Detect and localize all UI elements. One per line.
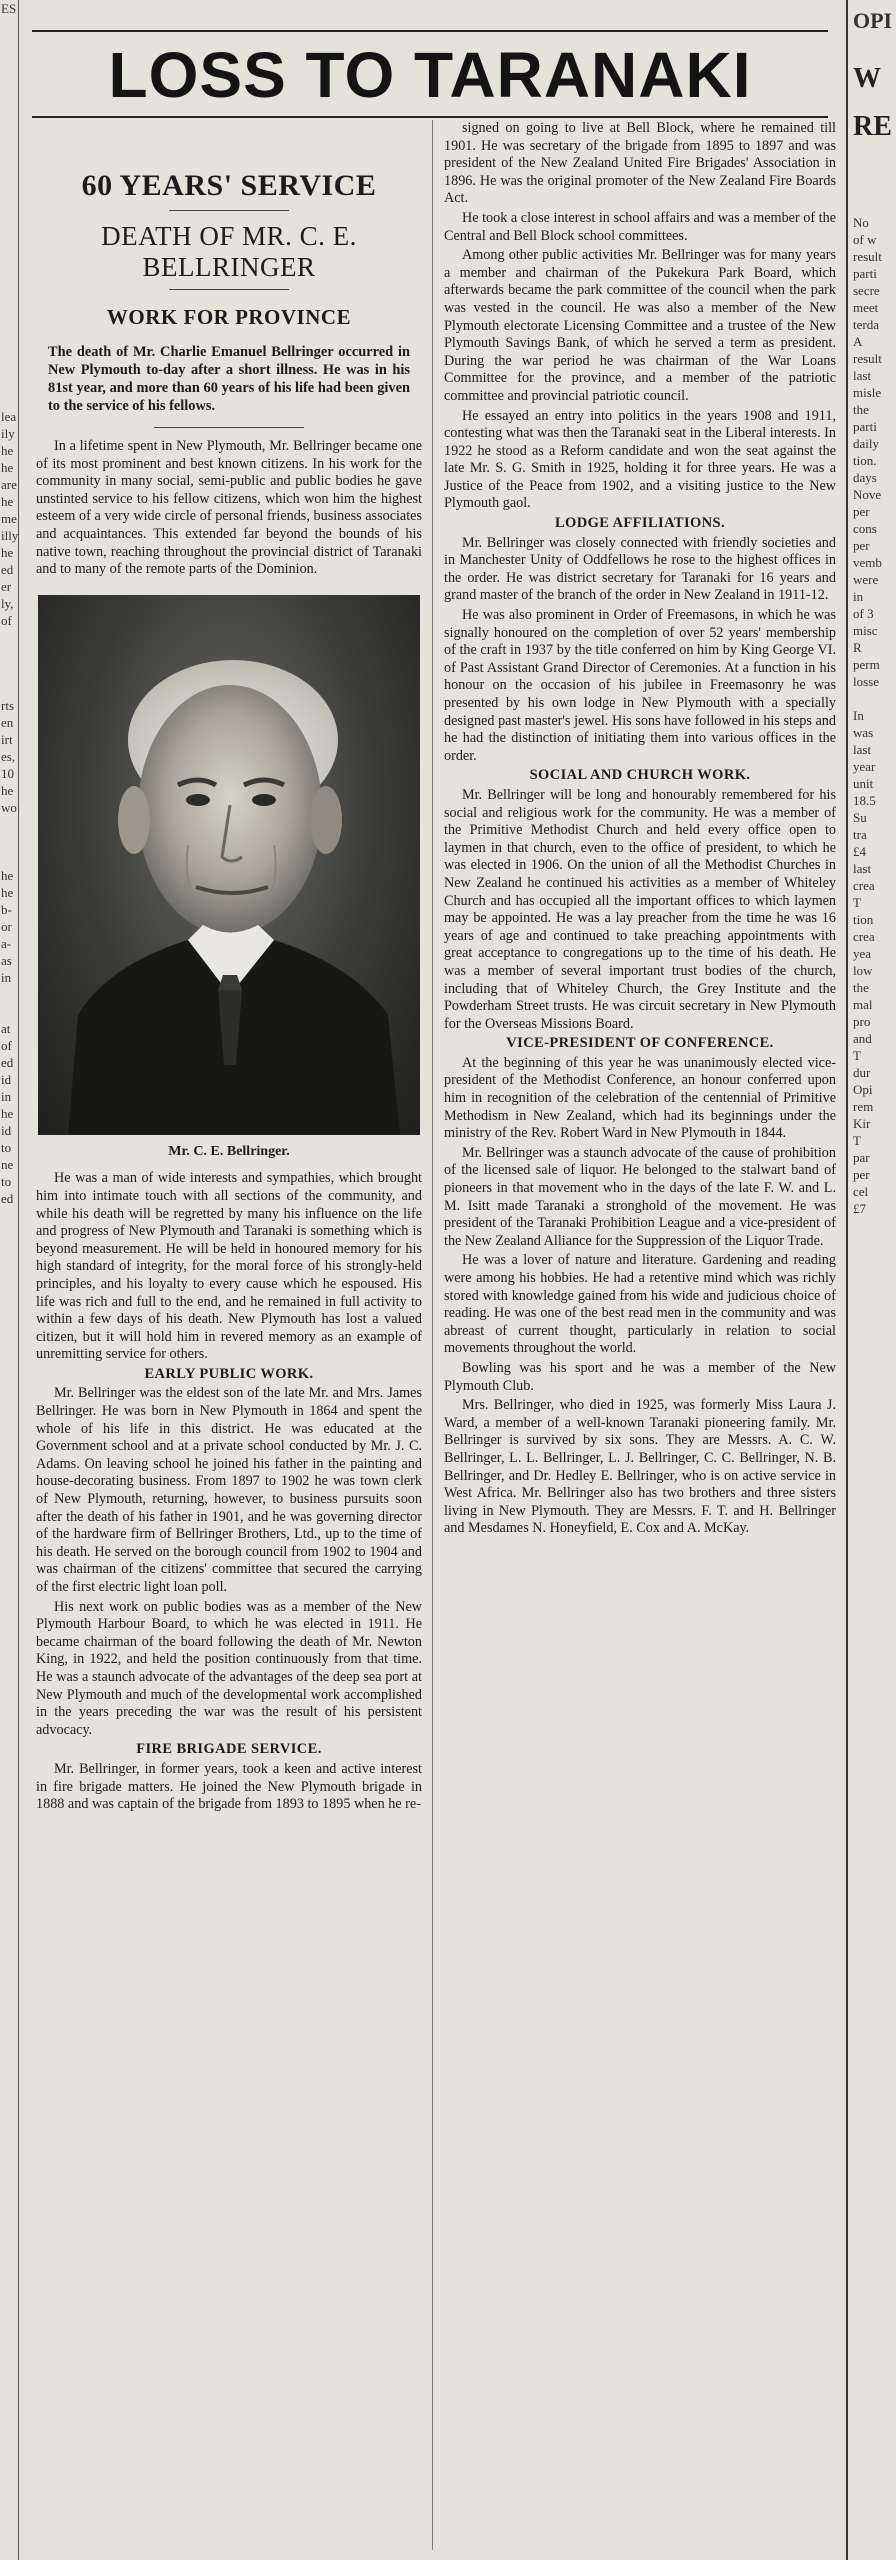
adjacent-text-fragment-left (0, 1309, 18, 1326)
adjacent-text-fragment-left: 10 (1, 766, 14, 781)
adjacent-heading-fragment: OPI (853, 8, 893, 33)
headline-box (32, 30, 828, 118)
adjacent-text-fragment-left (0, 1989, 18, 2006)
adjacent-text-fragment-left: he (1, 494, 14, 509)
adjacent-text-fragment-left (0, 85, 18, 102)
adjacent-text-fragment-right: tion. (853, 453, 877, 468)
adjacent-text-fragment-right: last (853, 368, 872, 383)
adjacent-text-fragment-left (0, 1615, 18, 1632)
adjacent-text-fragment-left (0, 1819, 18, 1836)
adjacent-text-fragment-right: meet (853, 300, 879, 315)
adjacent-text-fragment-right: per (853, 504, 870, 519)
adjacent-text-fragment-left (0, 2244, 18, 2261)
adjacent-text-fragment-left: ed (1, 1191, 14, 1206)
adjacent-text-fragment-left (0, 1207, 18, 1224)
adjacent-text-fragment-left (0, 2516, 18, 2533)
adjacent-text-fragment-left (0, 119, 18, 136)
article-column-right (444, 120, 836, 1540)
adjacent-text-fragment-left (0, 1870, 18, 1887)
adjacent-text-fragment-left: to (1, 1174, 12, 1189)
headline: LOSS TO TARANAKI (108, 39, 752, 111)
adjacent-text-fragment-left (0, 238, 18, 255)
paragraph: Mr. Bellringer, in former years, took a keen and active interest in fire brigade matters. He joined the New Plymouth brigade in 1888 and was captain of the brigade from 1893 to 1895 when he re- (36, 1760, 422, 1813)
section-heading-social-church-work: SOCIAL AND CHURCH WORK. (529, 767, 751, 784)
adjacent-text-fragment-left (0, 2193, 18, 2210)
adjacent-text-fragment-right: terda (853, 317, 879, 332)
adjacent-text-fragment-right: Su (853, 810, 867, 825)
adjacent-text-fragment-left (0, 1768, 18, 1785)
adjacent-text-fragment-left: in (1, 1089, 12, 1104)
adjacent-text-fragment-right: daily (853, 436, 879, 451)
adjacent-text-fragment-right: the (853, 980, 869, 995)
adjacent-text-fragment-right: of 3 (853, 606, 874, 621)
adjacent-text-fragment-left (0, 2380, 18, 2397)
adjacent-text-fragment-right: last (853, 742, 872, 757)
adjacent-text-fragment-left (0, 646, 18, 663)
adjacent-text-fragment-left: rts (1, 698, 14, 713)
adjacent-text-fragment-left: of (1, 613, 12, 628)
adjacent-text-fragment-right: £7 (853, 1201, 866, 1216)
adjacent-text-fragment-left (0, 102, 18, 119)
adjacent-text-fragment-left: ed (1, 1055, 14, 1070)
adjacent-text-fragment-left (0, 374, 18, 391)
adjacent-column-left (0, 0, 19, 2560)
adjacent-text-fragment-right: Nove (853, 487, 882, 502)
adjacent-text-fragment-left (0, 1938, 18, 1955)
adjacent-text-fragment-left (0, 2533, 18, 2550)
portrait-illustration (38, 595, 420, 1135)
adjacent-text-fragment-left (0, 2176, 18, 2193)
adjacent-text-fragment-left (0, 1836, 18, 1853)
adjacent-text-fragment-left (0, 68, 18, 85)
adjacent-text-fragment-right: par (853, 1150, 870, 1165)
adjacent-text-fragment-left (0, 1258, 18, 1275)
adjacent-text-fragment-left: ne (1, 1157, 14, 1172)
adjacent-text-fragment-left (0, 1411, 18, 1428)
adjacent-text-fragment-left (0, 663, 18, 680)
adjacent-text-fragment-left: or (1, 919, 12, 934)
paragraph: Among other public activities Mr. Bellringer was for many years a member and chairman of the Pukekura Park Board, which afterwards became the park committee of the council when the park was vested in the council. He was also a member of the New Plymouth electorate Licensing Committee and a trustee of the New Plymouth Savings Bank, of which he served a term as president. During the war period he was chairman of the War Loans Committee for the province, and a member of the patriotic committee and provincial patriotic council. (444, 247, 836, 404)
divider (169, 210, 289, 211)
adjacent-text-fragment-left (0, 323, 18, 340)
adjacent-text-fragment-left (0, 1751, 18, 1768)
paragraph: signed on going to live at Bell Block, where he remained till 1901. He was secretary of the brigade from 1895 to 1897 and was president of the New Zealand United Fire Brigades' Association in 1896. He was the original promoter of the New Zealand Fire Boards Act. (444, 120, 836, 207)
adjacent-text-fragment-left (0, 1462, 18, 1479)
adjacent-text-fragment-left: he (1, 1106, 14, 1121)
adjacent-text-fragment-left (0, 1530, 18, 1547)
adjacent-text-fragment-left (0, 357, 18, 374)
adjacent-text-fragment-left (0, 2040, 18, 2057)
adjacent-text-fragment-left (0, 1683, 18, 1700)
adjacent-text-fragment-left (0, 986, 18, 1003)
adjacent-text-fragment-left (0, 1904, 18, 1921)
adjacent-text-fragment-left (0, 2091, 18, 2108)
adjacent-text-fragment-left: id (1, 1123, 12, 1138)
adjacent-text-fragment-left (0, 17, 18, 34)
paragraph: Mr. Bellringer was the eldest son of the late Mr. and Mrs. James Bellringer. He was born in New Plymouth in 1864 and spent the whole of his life in this district. He was educated at the Government school and at a private school conducted by Mr. J. C. Adams. On leaving school he joined his father in the painting and house-decorating business. From 1897 to 1902 he was town clerk of New Plymouth, returning, however, to business pursuits soon after the death of his father in 1901, and he was governing director of the hardware firm of Bellringer Brothers, Ltd., up to the time of his death. He served on the borough council from 1902 to 1904 and was chairman of the citizens' committee that secured the carrying of the first electric light loan poll. (36, 1385, 422, 1595)
adjacent-text-fragment-left: are (1, 477, 17, 492)
photo-caption: Mr. C. E. Bellringer. (168, 1143, 290, 1159)
adjacent-text-fragment-left (0, 2312, 18, 2329)
adjacent-text-fragment-left: in (1, 970, 12, 985)
adjacent-text-fragment-right: misc (853, 623, 878, 638)
adjacent-text-fragment-left: id (1, 1072, 12, 1087)
adjacent-text-fragment-left (0, 1564, 18, 1581)
adjacent-text-fragment-left (0, 1547, 18, 1564)
adjacent-text-fragment-left: illy (1, 528, 19, 543)
adjacent-text-fragment-left: irt (1, 732, 13, 747)
adjacent-text-fragment-left: at (1, 1021, 11, 1036)
adjacent-text-fragment-right: pro (853, 1014, 871, 1029)
adjacent-text-fragment-left (0, 2499, 18, 2516)
adjacent-text-fragment-right: secre (853, 283, 880, 298)
adjacent-text-fragment-left (0, 2482, 18, 2499)
adjacent-text-fragment-right: Kir (853, 1116, 871, 1131)
adjacent-text-fragment-left (0, 1887, 18, 1904)
adjacent-text-fragment-left (0, 2125, 18, 2142)
adjacent-text-fragment-left (0, 1785, 18, 1802)
column-rule (432, 120, 433, 2550)
adjacent-text-fragment-left: as (1, 953, 12, 968)
adjacent-text-fragment-right: mal (853, 997, 873, 1012)
adjacent-text-fragment-left: wo (1, 800, 17, 815)
adjacent-text-fragment-left (0, 850, 18, 867)
divider (154, 427, 304, 428)
adjacent-text-fragment-left (0, 1666, 18, 1683)
section-heading-fire-brigade: FIRE BRIGADE SERVICE. (136, 1741, 322, 1758)
subheading-work-for-province: WORK FOR PROVINCE (106, 305, 352, 329)
adjacent-text-fragment-right: T (853, 895, 861, 910)
adjacent-text-fragment-right: per (853, 1167, 870, 1182)
lead-paragraph: The death of Mr. Charlie Emanuel Bellringer occurred in New Plymouth to-day after a short illness. He was in his 81st year, and more than 60 years of his life had been given to the service of his fellows. (48, 344, 410, 414)
adjacent-text-fragment-left (0, 1003, 18, 1020)
adjacent-text-fragment-right: tra (853, 827, 867, 842)
section-heading-lodge-affiliations: LODGE AFFILIATIONS. (554, 515, 726, 532)
adjacent-text-fragment-right: vemb (853, 555, 882, 570)
subheading-death-line1: DEATH OF MR. C. E. (101, 221, 357, 251)
adjacent-text-fragment-left (0, 2261, 18, 2278)
adjacent-text-fragment-left: to (1, 1140, 12, 1155)
adjacent-text-fragment-right: In (853, 708, 864, 723)
adjacent-text-fragment-left (0, 1326, 18, 1343)
adjacent-text-fragment-left (0, 1649, 18, 1666)
section-heading-early-public-work: EARLY PUBLIC WORK. (144, 1365, 314, 1382)
paragraph: Mr. Bellringer was closely connected with friendly societies and in Manchester Unity of Oddfellows he rose to the highest offices in the order. He was district secretary for Taranaki for 16 years and grand master of the branch of the order in New Zealand in 1911-12. (444, 534, 836, 604)
paragraph: He was also prominent in Order of Freemasons, in which he was signally honoured on the completion of over 52 years' membership of the craft in 1937 by the title conferred on him by King George VI. of Past Assistant Grand Director of Ceremonies. At a function in his honour on the occasion of his jubilee in Freemasonry he was presented by his own lodge in New Plymouth with a specially designed past master's jewel. His sons have followed in his steps and he had the distinction of initiating them into various offices in the order. (444, 607, 836, 764)
adjacent-text-fragment-left (0, 2074, 18, 2091)
adjacent-text-fragment-left (0, 680, 18, 697)
adjacent-text-fragment-left (0, 1479, 18, 1496)
adjacent-text-fragment-left: a- (1, 936, 12, 951)
adjacent-text-fragment-left (0, 1700, 18, 1717)
adjacent-text-fragment-left (0, 153, 18, 170)
adjacent-text-fragment-left (0, 1717, 18, 1734)
adjacent-text-fragment-left: lea (1, 409, 17, 424)
adjacent-text-fragment-right: R (853, 640, 862, 655)
adjacent-text-fragment-left (0, 1377, 18, 1394)
adjacent-text-fragment-right: rem (853, 1099, 874, 1114)
adjacent-text-fragment-left (0, 1955, 18, 1972)
adjacent-text-fragment-left (0, 306, 18, 323)
adjacent-text-fragment-left (0, 1734, 18, 1751)
paragraph: Mr. Bellringer was a staunch advocate of the cause of prohibition of the licensed sale of liquor. He belonged to the stalwart band of pioneers in that movement who in the days of the late F. W. and L. M. Isitt made Taranaki a stronghold of the movement. He was president of the Taranaki Prohibition League and a vice-president of the New Zealand Alliance for the Suppression of the Liquor Trade. (444, 1144, 836, 1249)
article-column-left (36, 150, 422, 1816)
adjacent-text-fragment-left: he (1, 885, 14, 900)
adjacent-text-fragment-left (0, 170, 18, 187)
paragraph: He essayed an entry into politics in the years 1908 and 1911, contesting what was then the Taranaki seat in the Liberal interests. In 1922 he stood as a Reform candidate and won the seat against the late Mr. S. G. Smith in 1925, holding it for three years. He was a Justice of the Peace from 1902, and a visiting justice to the New Plymouth gaol. (444, 407, 836, 512)
adjacent-text-fragment-left (0, 1445, 18, 1462)
adjacent-text-fragment-right: days (853, 470, 877, 485)
adjacent-text-fragment-left: he (1, 783, 14, 798)
adjacent-text-fragment-right: 18.5 (853, 793, 876, 808)
paragraph: He took a close interest in school affairs and was a member of the Central and Bell Block school committees. (444, 209, 836, 244)
adjacent-text-fragment-left (0, 2431, 18, 2448)
adjacent-text-fragment-right: were (853, 572, 879, 587)
adjacent-text-fragment-right (848, 690, 896, 707)
adjacent-text-fragment-left (0, 2397, 18, 2414)
adjacent-text-fragment-left: ily (1, 426, 15, 441)
adjacent-text-fragment-left (0, 2465, 18, 2482)
adjacent-text-fragment-left (0, 289, 18, 306)
adjacent-text-fragment-right: T (853, 1048, 861, 1063)
adjacent-text-fragment-left (0, 2295, 18, 2312)
adjacent-text-fragment-right: A (853, 334, 863, 349)
adjacent-text-fragment-right: was (853, 725, 874, 740)
adjacent-text-fragment-right: losse (853, 674, 879, 689)
adjacent-text-fragment-right: and (853, 1031, 872, 1046)
subheading-death-line2: BELLRINGER (142, 252, 316, 282)
adjacent-text-fragment-right: crea (853, 878, 875, 893)
adjacent-text-fragment-left (0, 187, 18, 204)
adjacent-text-fragment-left (0, 2210, 18, 2227)
adjacent-text-fragment-right: yea (853, 946, 872, 961)
adjacent-text-fragment-left (0, 2448, 18, 2465)
adjacent-text-fragment-right: £4 (853, 844, 866, 859)
adjacent-text-fragment-left (0, 1513, 18, 1530)
adjacent-text-fragment-left: en (1, 715, 14, 730)
adjacent-text-fragment-left: of (1, 1038, 12, 1053)
divider (169, 289, 289, 290)
adjacent-text-fragment-right: crea (853, 929, 875, 944)
adjacent-text-fragment-right: in (853, 589, 864, 604)
adjacent-text-fragment-left (0, 221, 18, 238)
adjacent-text-fragment-left: b- (1, 902, 12, 917)
paragraph: His next work on public bodies was as a member of the New Plymouth Harbour Board, to which he was elected in 1911. He became chairman of the board following the death of Mr. Newton King, in 1922, and held the position continuously from that time. He was a staunch advocate of the advantages of the deep sea port at New Plymouth and much of the developmental work accomplished in the years preceding the war was the result of his persistent advocacy. (36, 1598, 422, 1738)
adjacent-text-fragment-right: misle (853, 385, 882, 400)
adjacent-text-fragment-right: the (853, 402, 869, 417)
subheading-years-service: 60 YEARS' SERVICE (81, 169, 377, 202)
adjacent-text-fragment-left (0, 816, 18, 833)
portrait-photo (38, 595, 420, 1135)
adjacent-text-fragment-left (0, 2057, 18, 2074)
adjacent-text-fragment-left (0, 136, 18, 153)
adjacent-text-fragment-left (0, 2363, 18, 2380)
adjacent-text-fragment-left (0, 255, 18, 272)
adjacent-text-fragment-left (0, 2329, 18, 2346)
adjacent-text-fragment-right: of w (853, 232, 877, 247)
adjacent-text-fragment-left (0, 2159, 18, 2176)
adjacent-text-fragment-left (0, 833, 18, 850)
adjacent-text-fragment-left (0, 51, 18, 68)
adjacent-text-fragment-left: me (1, 511, 17, 526)
adjacent-text-fragment-left (0, 1972, 18, 1989)
adjacent-text-fragment-left: ly, (1, 596, 14, 611)
adjacent-text-fragment-left (0, 2278, 18, 2295)
adjacent-text-fragment-left (0, 629, 18, 646)
adjacent-text-fragment-right: per (853, 538, 870, 553)
adjacent-text-fragment-left: he (1, 868, 14, 883)
adjacent-text-fragment-left (0, 272, 18, 289)
adjacent-text-fragment-right: tion (853, 912, 874, 927)
paragraph: He was a man of wide interests and sympathies, which brought him into intimate touch with all sections of the community, and while his death will be regretted by many his influence on the life and progress of New Plymouth and Taranaki is something which is beyond measurement. He will be held in honoured memory for his high standard of integrity, for the moral force of his strongly-held principles, and his loyalty to every cause which he espoused. His life was rich and full to the end, and he remained in full activity to within a few days of his death. New Plymouth has lost a valued citizen, but it will hold him in revered memory as an example of unremitting service for others. (36, 1170, 422, 1363)
adjacent-text-fragment-left (0, 2142, 18, 2159)
adjacent-text-fragment-left (0, 1343, 18, 1360)
adjacent-text-fragment-left (0, 1632, 18, 1649)
adjacent-text-fragment-right: year (853, 759, 876, 774)
adjacent-text-fragment-left: he (1, 443, 14, 458)
paragraph: Mrs. Bellringer, who died in 1925, was formerly Miss Laura J. Ward, a member of a well-known Taranaki pioneering family. Mr. Bellringer is survived by six sons. They are Messrs. A. C. W. Bellringer, L. L. Bellringer, L. J. Bellringer, C. C. Bellringer, N. B. Bellringer, and Dr. Hedley E. Bellringer, who is on active service in West Africa. Mr. Bellringer also has two brothers and three sisters living in New Plymouth. They are Messrs. F. T. and H. Bellringer and Mesdames N. Honeyfield, E. Cox and A. McKay. (444, 1397, 836, 1537)
adjacent-text-fragment-right: unit (853, 776, 874, 791)
adjacent-text-fragment-left (0, 204, 18, 221)
adjacent-text-fragment-left (0, 1853, 18, 1870)
paragraph: Bowling was his sport and he was a member of the New Plymouth Club. (444, 1359, 836, 1394)
adjacent-text-fragment-left (0, 1598, 18, 1615)
adjacent-text-fragment-right: dur (853, 1065, 871, 1080)
adjacent-text-fragment-left: he (1, 460, 14, 475)
adjacent-text-fragment-left (0, 1802, 18, 1819)
adjacent-text-fragment-left (0, 2414, 18, 2431)
adjacent-text-fragment-right: cel (853, 1184, 869, 1199)
adjacent-text-fragment-right: result (853, 249, 882, 264)
adjacent-text-fragment-left (0, 1241, 18, 1258)
adjacent-text-fragment-left (0, 1224, 18, 1241)
adjacent-text-fragment-left (0, 2346, 18, 2363)
adjacent-text-fragment-left (0, 2227, 18, 2244)
adjacent-heading-fragment-3: RE (853, 111, 892, 142)
adjacent-text-fragment-left (0, 1921, 18, 1938)
paragraph: In a lifetime spent in New Plymouth, Mr. Bellringer became one of its most prominent and best known citizens. In his work for the community in many social, semi-public and public bodies he gave unstinted service to his fellow citizens, which won him the highest esteem of a very wide circle of personal friends, business associates and acquaintances. This extended far beyond the bounds of his native town, reaching throughout the provincial district of Taranaki and to many of the remote parts of the Dominion. (36, 438, 422, 578)
adjacent-text-fragment-right: perm (853, 657, 880, 672)
adjacent-text-fragment-left: es, (1, 749, 16, 764)
adjacent-text-fragment-left (0, 2023, 18, 2040)
portrait-figure (36, 595, 422, 1161)
adjacent-text-fragment-left (0, 1496, 18, 1513)
adjacent-text-fragment-right: last (853, 861, 872, 876)
adjacent-text-fragment-left (0, 1394, 18, 1411)
adjacent-text-fragment-left: he (1, 545, 14, 560)
adjacent-text-fragment-left: ed (1, 562, 14, 577)
adjacent-text-fragment-left (0, 2108, 18, 2125)
adjacent-text-fragment-left (0, 1275, 18, 1292)
adjacent-text-fragment-left (0, 1581, 18, 1598)
adjacent-text-fragment-left (0, 2550, 18, 2560)
adjacent-text-fragment-right: low (853, 963, 873, 978)
adjacent-text-fragment-left (0, 2006, 18, 2023)
adjacent-text-fragment-left (0, 34, 18, 51)
adjacent-text-fragment-right: parti (853, 266, 877, 281)
paragraph: At the beginning of this year he was unanimously elected vice-president of the Methodist Conference, an honour conferred upon him in recognition of the celebration of the centennial of Primitive Methodism in New Zealand, which had its beginnings under the ministry of the Rev. Robert Ward in New Plymouth in 1844. (444, 1054, 836, 1142)
section-heading-vice-president: VICE-PRESIDENT OF CONFERENCE. (506, 1035, 774, 1052)
adjacent-text-fragment-left (0, 1428, 18, 1445)
adjacent-text-fragment-right: parti (853, 419, 877, 434)
adjacent-text-fragment-left: er (1, 579, 12, 594)
adjacent-heading-fragment-2: W (853, 63, 881, 94)
adjacent-column-right (846, 0, 896, 2560)
adjacent-text-fragment-right: result (853, 351, 882, 366)
adjacent-text-fragment-right: T (853, 1133, 861, 1148)
adjacent-text-fragment-left (0, 391, 18, 408)
adjacent-text-fragment-right: Opi (853, 1082, 873, 1097)
adjacent-text-fragment-left (0, 1360, 18, 1377)
adjacent-text-fragment-left: ES (1, 1, 17, 16)
adjacent-text-fragment-left (0, 1292, 18, 1309)
paragraph: He was a lover of nature and literature. Gardening and reading were among his hobbies. He had a retentive mind which was richly stored with knowledge gained from his wide and judicious choice of reading. He was one of the best read men in the community and was abreast of current thought, particularly in relation to social movements throughout the world. (444, 1252, 836, 1357)
article (26, 0, 838, 2560)
adjacent-text-fragment-right: cons (853, 521, 877, 536)
adjacent-text-fragment-left (0, 340, 18, 357)
adjacent-text-fragment-right: No (853, 215, 869, 230)
paragraph: Mr. Bellringer will be long and honourably remembered for his social and religious work for the community. He was a member of the Primitive Methodist Church and held every office open to laymen in that church, even to the office of president, to which he was elected in 1906. On the union of all the Methodist Churches in New Zealand he continued his activities as a member of Whiteley Church and has occupied all the important offices to which laymen may be appointed. He was a lay preacher from the time he was 16 years of age and continued to take preaching appointments with great acceptance to congregations up to the time of his death. He was a member of several important trust bodies of the church, including that of Whiteley Church, the Grey Institute and the Powderham Street trusts. He was circuit secretary in New Plymouth for the Overseas Missions Board. (444, 786, 836, 1032)
